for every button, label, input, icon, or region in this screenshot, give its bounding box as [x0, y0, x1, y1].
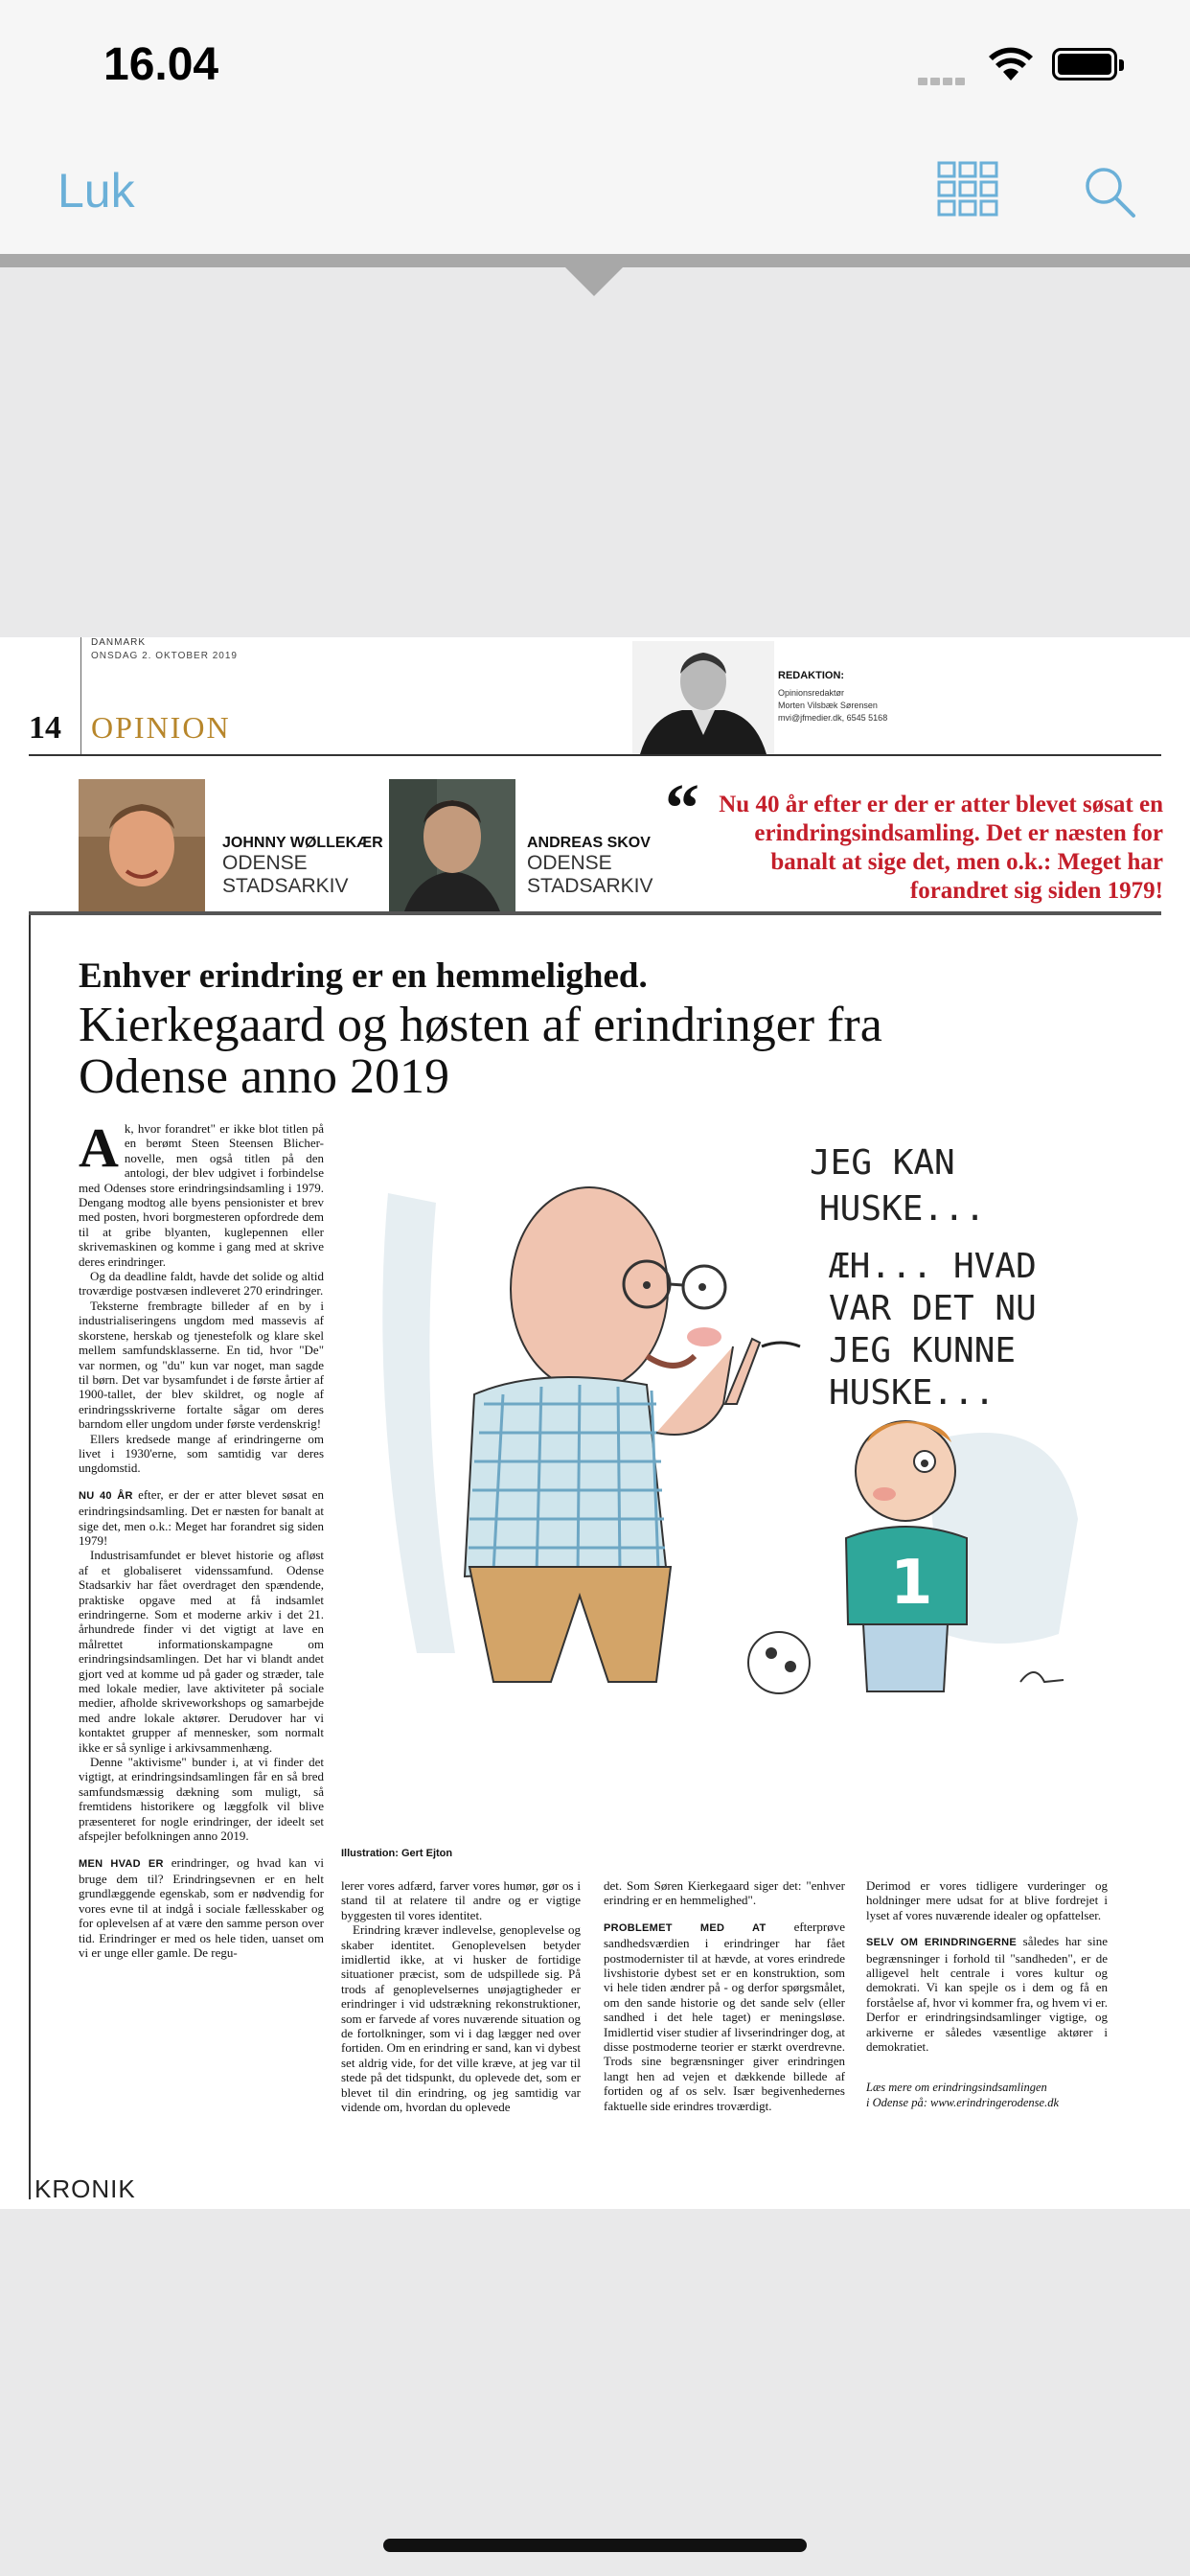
close-button[interactable]: Luk — [57, 164, 135, 218]
headline-kicker: Enhver erindring er en hemmelighed. — [79, 956, 648, 996]
paragraph-lead: PROBLEMET MED AT — [604, 1921, 767, 1934]
status-time: 16.04 — [103, 39, 219, 90]
paragraph: Denne "aktivisme" bunder i, at vi finder det vigtigt, at erindringsindsamlingen får en så bred samfundsmæssig dækning som muligt, så fremtidens historikere og læggfolk vil blive præsenteret for nogle erindringer, der ideelt set afspejler befolkningen anno 2019. — [79, 1755, 324, 1844]
author-name: ANDREAS SKOV — [527, 835, 651, 851]
section-header: DANMARK — [91, 637, 147, 648]
paragraph: Og da deadline faldt, havde det solide og altid troværdige postvæsen indleveret 270 erindringer. — [79, 1269, 324, 1299]
drop-cap: A — [79, 1116, 119, 1179]
author-org: ODENSE — [527, 852, 612, 874]
quote-mark-icon: “ — [665, 770, 699, 846]
speech-line: VAR DET NU — [829, 1289, 1037, 1328]
section-footer-label: KRONIK — [34, 2174, 136, 2203]
battery-icon — [1052, 48, 1117, 80]
author-name: JOHNNY WØLLEKÆR — [222, 835, 383, 851]
paragraph-lead: SELV OM ERINDRINGERNE — [866, 1937, 1018, 1949]
headline: Kierkegaard og høsten af erindringer fra Odense anno 2019 — [79, 998, 882, 1104]
paragraph: erindringer, og hvad kan vi bruge dem til? Erindringsevnen er en helt grundlæggende egenskab, som er nødvendig for vores evne til at indgå i sociale fællesskaber og for oplevelsen af at være den samme person over tid. Erindringer er med os hele tiden, uanset om vi er unge eller gamle. De regu- — [79, 1854, 324, 1960]
paragraph: k, hvor forandret" er ikke blot titlen på en berømt Steen Steensen Blicher-novelle, men også titlen på den antologi, der blev udgivet i forbindelse med Odenses store erindringsindsamling i 1979. Dengang modtog alle byens pensionister et brev med posten, hvori borgmesteren opfordrede dem til at gribe blyanten, kuglepennen eller skrivemaskinen og komme i gang med at skrive deres erindringer. — [79, 1121, 324, 1269]
editor-line: mvi@jfmedier.dk, 6545 5168 — [778, 713, 888, 723]
issue-date: ONSDAG 2. OKTOBER 2019 — [91, 651, 238, 661]
article-column-4 — [866, 1878, 1108, 2110]
paragraph: Ellers kredsede mange af erindringerne om livet i 1930'erne, som samtidig var deres ungdomstid. — [79, 1431, 324, 1476]
search-icon[interactable] — [1081, 163, 1138, 220]
toolbar-divider — [0, 254, 1190, 267]
paragraph: efter, er der er atter blevet søsat en erindringsindsamling. Det er næsten for banalt at sige det, men o.k.: Meget har forandret sig siden 1979! — [79, 1486, 324, 1548]
author-org: STADSARKIV — [527, 875, 653, 897]
paragraph: således har sine begrænsninger i forhold til "sandheden", er de alligevel helt centrale i vores kultur og demokrati. Vi kan spejle os i dem og få en forståelse af, hvor vi kommer fra, og hvem vi er. Derfor er erindringsindsamlinger vigtige, og arkiverne er således væsentlige aktører i demokratiet. — [866, 1934, 1108, 2055]
speech-line: HUSKE... — [829, 1373, 995, 1413]
cellular-signal-icon — [918, 73, 972, 80]
paragraph: Teksterne frembragte billeder af en by i industrialiseringens ungdom med massevis af skorstene, herskab og tjenestefolk og klare skel mellem samfundsklasserne. En tid, hvor "De" var normen, og "du" kun var noget, man sagde til børn. Det var bysamfundet i de første årtier af 1900-tallet, der blev skildret, og nogle af erindringsskriverne fortalte sågar om deres barndom eller ungdom under første verdenskrig! — [79, 1298, 324, 1432]
speech-line: JEG KAN — [810, 1143, 955, 1183]
author-photo — [389, 779, 515, 911]
editor-line: Morten Vilsbæk Sørensen — [778, 701, 878, 710]
header-divider — [29, 754, 1161, 756]
speech-line: JEG KUNNE — [829, 1331, 1017, 1370]
speech-line: HUSKE... — [819, 1189, 986, 1229]
article-column-3 — [604, 1878, 845, 2113]
reader-toolbar — [0, 134, 1190, 254]
article-signoff: Læs mere om erindringsindsamlingen — [866, 2081, 1047, 2095]
author-org: STADSARKIV — [222, 875, 349, 897]
paragraph: Derimod er vores tidligere vurderinger og holdninger mere udsat for at blive fordrejet i lyset af vores nuværende idealer og opfattelser. — [866, 1878, 1108, 1922]
page-grid-icon[interactable] — [937, 161, 998, 217]
paragraph-lead: NU 40 ÅR — [79, 1489, 133, 1502]
newspaper-page[interactable] — [0, 637, 1190, 2209]
paragraph: lerer vores adfærd, farver vores humør, gør os i stand til at relatere til andre og er vigtige byggesten til vores identitet. — [341, 1878, 581, 1922]
paragraph: det. Som Søren Kierkegaard siger det: "enhver erindring er en hemmelighed". — [604, 1878, 845, 1908]
paragraph-lead: MEN HVAD ER — [79, 1857, 164, 1870]
speech-line: ÆH... HVAD — [829, 1247, 1037, 1286]
author-photo — [79, 779, 205, 911]
page-pointer-arrow — [565, 267, 623, 296]
paragraph: Industrisamfundet er blevet historie og afløst af et globaliseret videnssamfund. Odense Stadsarkiv har fået overdraget den spændende, praktiske opgave med at få indsamlet erindringerne. Som et moderne arkiv i det 21. århundrede finder vi det vigtigt at lave en målrettet informationskampagne om erindringsindsamlingen. Det har vi blandt andet gjort ved at komme ud på gader og stræder, tale med lokale medier, lave aktiviteter på sociale medier, afholde skriveworkshops og samarbejde med andre lokale aktører. Derudover har vi kontaktet grupper af mennesker, som normalt ikke er så synlige i arkivsammenhæng. — [79, 1548, 324, 1755]
section-title: OPINION — [91, 710, 231, 745]
editor-photo — [632, 641, 774, 754]
author-org: ODENSE — [222, 852, 308, 874]
byline-divider — [29, 911, 1161, 915]
home-indicator[interactable] — [383, 2539, 807, 2552]
paragraph: efterprøve sandhedsværdien i erindringer har fået postmodernister til at hævde, at vores erindrede livshistorie dybest set er en konstruktion, som vi hele tiden ændrer på - og derfor spørgsmålet, om den sande historie og det sande selv (eller sandhed i det hele taget) er meningsløse. Imidlertid viser studier af livserindringer dog, at disse postmoderne teorier er stærkt overdrevne. Trods sine begrænsninger giver erindringen langt hen ad vejen et dækkende billede af fortiden og af os selv. Især begivenhedernes faktuelle side erindres troværdigt. — [604, 1919, 845, 2113]
status-bar — [0, 0, 1190, 134]
pull-quote: Nu 40 år efter er der er atter blevet søsat en erindringsindsamling. Det er næsten for banalt at sige det, men o.k.: Meget har forandret sig siden 1979! — [719, 792, 1163, 904]
editor-title: REDAKTION: — [778, 670, 845, 681]
illustration-credit: Illustration: Gert Ejton — [341, 1848, 453, 1859]
article-column-2 — [341, 1878, 581, 2115]
shirt-number: 1 — [890, 1548, 933, 1619]
article-signoff-link[interactable]: i Odense på: www.erindringerodense.dk — [866, 2095, 1060, 2109]
wifi-icon — [987, 44, 1035, 82]
cartoon-illustration — [331, 1116, 1155, 1711]
page-number: 14 — [29, 710, 61, 746]
page-left-rule — [29, 915, 31, 2199]
header-rule — [80, 637, 81, 754]
editor-line: Opinionsredaktør — [778, 688, 845, 698]
article-column-1 — [79, 1116, 324, 1960]
paragraph: Erindring kræver indlevelse, genoplevelse og skaber identitet. Genoplevelsen betyder imidlertid ikke, at vi husker de fortidige situationer præcist, som de udspillede sig. På trods af genoplevelsernes unøjagtigheder er erindringer i vid udstrækning rekonstruktioner, som er farvede af vores nuværende situation og de fortolkninger, som vi i dag lægger ned over fortiden. Om en erindring er sand, kan vi dybest set aldrig vide, for det ville kræve, at jeg var til stede på det tidspunkt, du oplevede det, som er blevet til din erindring, og jeg samtidig var vidende om, hvordan du oplevede — [341, 1922, 581, 2115]
